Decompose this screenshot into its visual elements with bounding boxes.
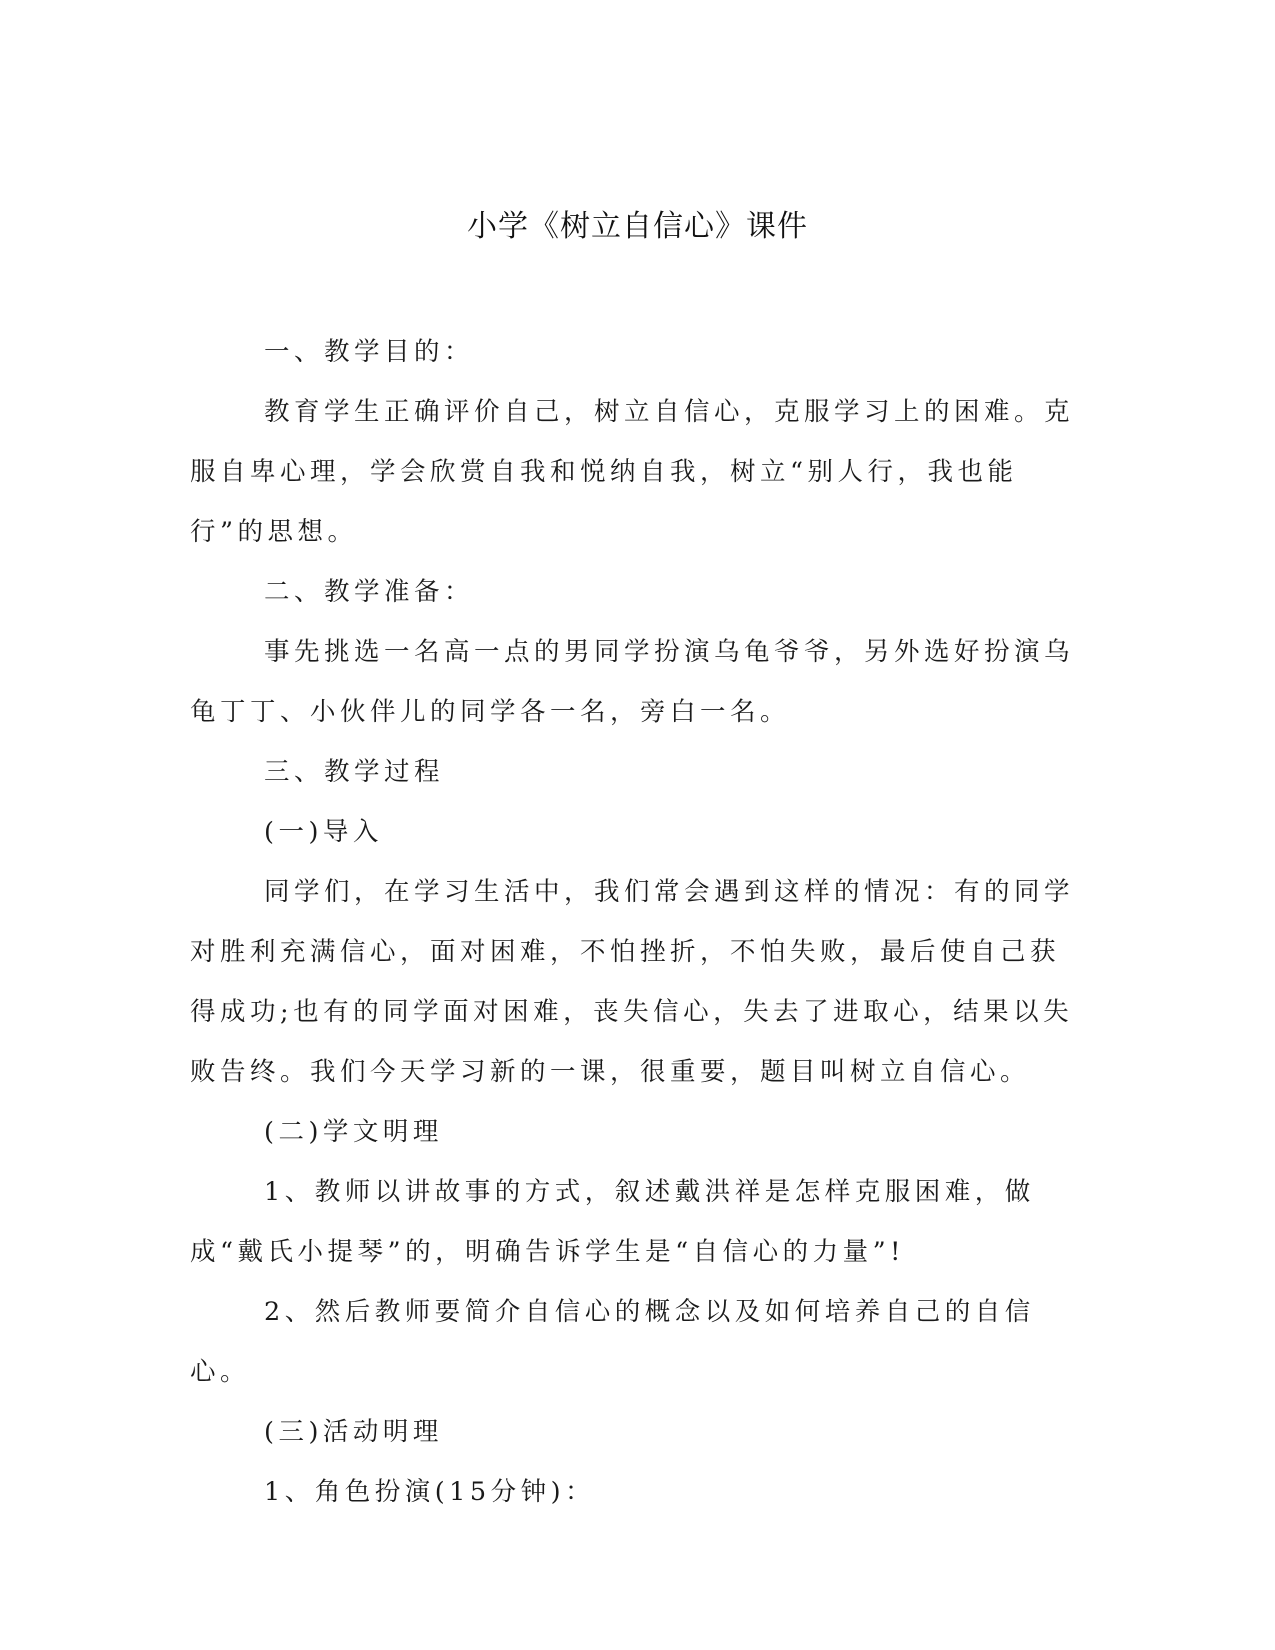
section-heading-process: 三、教学过程 — [264, 757, 445, 787]
subheading-activity: (三)活动明理 — [264, 1417, 443, 1447]
subheading-study: (二)学文明理 — [264, 1117, 443, 1147]
paragraph-study-2: 2、然后教师要简介自信心的概念以及如何培养自己的自信心。 — [190, 1297, 1035, 1387]
document-title: 小学《树立自信心》课件 — [467, 209, 808, 244]
paragraph-activity-1: 1、角色扮演(15分钟)： — [264, 1477, 596, 1507]
subheading-introduction: (一)导入 — [264, 817, 383, 847]
paragraph-study-1: 1、教师以讲故事的方式，叙述戴洪祥是怎样克服困难，做成“戴氏小提琴”的，明确告诉学生是“自信心的力量”! — [190, 1177, 1035, 1267]
document-body — [190, 322, 1080, 1522]
paragraph-preparation: 事先挑选一名高一点的男同学扮演乌龟爷爷，另外选好扮演乌龟丁丁、小伙伴儿的同学各一名，旁白一名。 — [190, 637, 1075, 727]
paragraph-objectives: 教育学生正确评价自己，树立自信心，克服学习上的困难。克服自卑心理，学会欣赏自我和悦纳自我，树立“别人行，我也能行”的思想。 — [190, 397, 1075, 547]
section-heading-objectives: 一、教学目的： — [264, 337, 475, 367]
section-heading-preparation: 二、教学准备： — [264, 577, 475, 607]
paragraph-introduction: 同学们，在学习生活中，我们常会遇到这样的情况：有的同学对胜利充满信心，面对困难，不怕挫折，不怕失败，最后使自己获得成功;也有的同学面对困难，丧失信心，失去了进取心，结果以失败告终。我们今天学习新的一课，很重要，题目叫树立自信心。 — [190, 877, 1075, 1087]
